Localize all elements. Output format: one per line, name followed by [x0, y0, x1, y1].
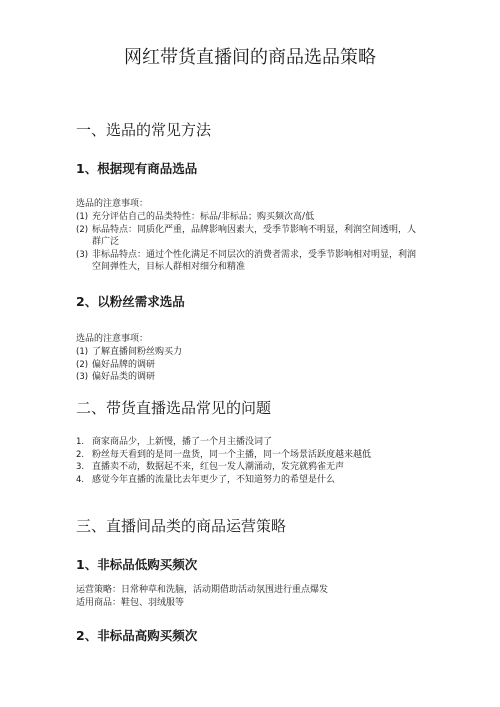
list-item-text: 标品特点：同质化严重，品牌影响因素大，受季节影响不明显，利润空间透明，人群广泛: [92, 224, 417, 247]
section-1-sub-2-list: [76, 346, 421, 384]
section-2-heading: 二、带货直播选品常见的问题: [76, 399, 272, 417]
list-item: [76, 371, 421, 384]
list-item-number: 3.: [76, 462, 85, 472]
list-item: [76, 224, 421, 249]
section-3-sub-1-line-1: 运营策略：日常种草和洗脑，活动期借助活动氛围进行重点爆发: [76, 585, 329, 595]
list-item: [76, 346, 421, 359]
list-item-number: 1.: [76, 437, 85, 447]
list-item-number: (2): [76, 359, 89, 370]
list-item-number: (1): [76, 347, 89, 357]
section-1-heading: 一、选品的常见方法: [76, 121, 212, 139]
list-item-text: 直播卖不动，数据起不来，红包一发人潮涌动，发完就鸦雀无声: [92, 462, 345, 472]
section-2-list: [76, 436, 421, 486]
section-1-sub-2-intro: 选品的注意事项：: [76, 334, 149, 344]
list-item: [76, 474, 421, 487]
list-item-text: 商家商品少，上新慢，播了一个月主播没词了: [92, 437, 273, 447]
list-item-text: 偏好品类的调研: [92, 372, 156, 382]
section-1-sub-2-heading: 2、以粉丝需求选品: [76, 294, 185, 309]
list-item: [76, 449, 421, 462]
document-title: 网红带货直播间的商品选品策略: [124, 47, 376, 68]
list-item-text: 了解直播间粉丝购买力: [92, 347, 183, 357]
section-1-sub-1-intro: 选品的注意事项：: [76, 199, 149, 209]
list-item-number: 4.: [76, 474, 85, 485]
list-item-number: 2.: [76, 449, 85, 460]
list-item-number: (3): [76, 372, 89, 382]
list-item-text: 感觉今年直播的流量比去年更少了，不知道努力的希望是什么: [92, 474, 336, 485]
section-1-sub-1-heading: 1、根据现有商品选品: [76, 161, 198, 176]
list-item-text: 粉丝每天看到的是同一盘货，同一个主播，同一个场景活跃度越来越低: [92, 449, 372, 460]
list-item-text: 偏好品牌的调研: [92, 359, 156, 370]
section-1-sub-1-list: [76, 211, 421, 274]
list-item-number: (2): [76, 224, 89, 235]
list-item-text: 充分评估自己的品类特性：标品/非标品；购买频次高/低: [92, 212, 315, 222]
list-item-number: (1): [76, 212, 89, 222]
section-3-heading: 三、直播间品类的商品运营策略: [76, 517, 287, 535]
list-item-text: 非标品特点：通过个性化满足不同层次的消费者需求，受季节影响相对明显，利润空间弹性大，目标人群相对细分和精准: [92, 249, 417, 272]
list-item: [76, 211, 421, 224]
list-item: [76, 461, 421, 474]
list-item-number: (3): [76, 249, 89, 260]
list-item: [76, 436, 421, 449]
list-item: [76, 249, 421, 274]
section-3-sub-1-heading: 1、非标品低购买频次: [76, 557, 198, 572]
section-3-sub-1-line-2: 适用商品：鞋包、羽绒服等: [76, 598, 185, 608]
list-item: [76, 359, 421, 372]
section-3-sub-2-heading: 2、非标品高购买频次: [76, 628, 198, 643]
